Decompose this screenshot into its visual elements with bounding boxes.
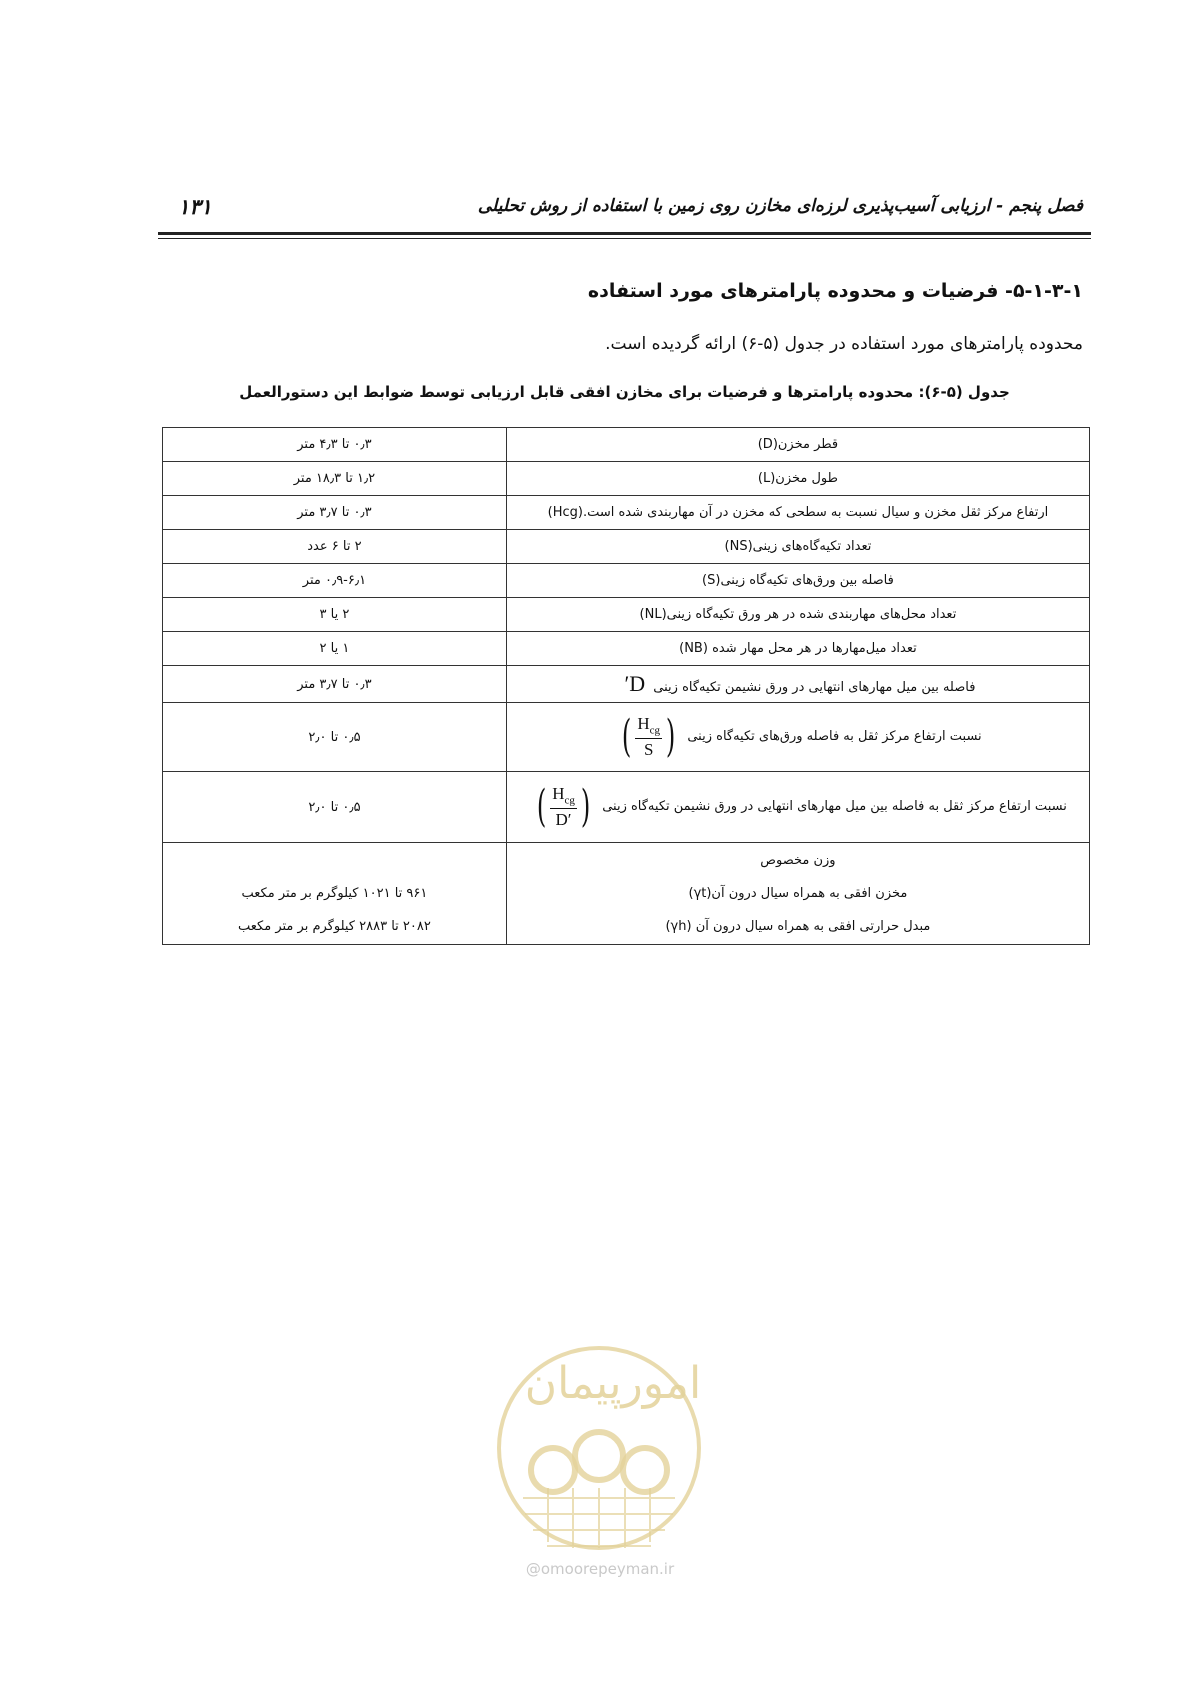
fraction xyxy=(635,714,662,759)
param-cell: قطر مخزن(D) xyxy=(506,428,1089,462)
table-row xyxy=(163,703,1090,772)
table-row xyxy=(163,462,1090,496)
table-row xyxy=(163,772,1090,843)
chapter-header-title: فصل پنجم - ارزیابی آسیب‌پذیری لرزه‌ای مخازن روی زمین با استفاده از روش تحلیلی xyxy=(477,196,1083,216)
param-cell: فاصله بین ورق‌های تکیه‌گاه زینی(S) xyxy=(506,564,1089,598)
fraction xyxy=(550,784,577,829)
range-cell: ۱٫۲ تا ۱۸٫۳ متر xyxy=(163,462,507,496)
param-text: نسبت ارتفاع مرکز ثقل به فاصله ورق‌های تکیه‌گاه زینی xyxy=(687,729,982,745)
header-rule-thin xyxy=(158,238,1091,239)
param-cell: طول مخزن(L) xyxy=(506,462,1089,496)
header-rule xyxy=(158,232,1091,235)
weight-item-label: مخزن افقی به همراه سیال درون آن(γt) xyxy=(688,886,908,901)
left-paren: ( xyxy=(622,710,632,762)
weight-item-range: ۹۶۱ تا ۱۰۲۱ کیلوگرم بر متر مکعب xyxy=(241,886,428,901)
range-cell: ۰٫۵ تا ۲٫۰ xyxy=(163,772,507,843)
d-prime-symbol: D′ xyxy=(624,671,646,696)
right-paren: ) xyxy=(580,780,591,832)
watermark-url: @omoorepeyman.ir xyxy=(525,1560,675,1578)
table-caption: جدول (۵-۶): محدوده پارامترها و فرضیات برای مخازن افقی قابل ارزیابی توسط ضوابط این دستورالعمل xyxy=(239,383,1010,401)
range-cell xyxy=(163,843,507,945)
range-cell: ۲ تا ۶ عدد xyxy=(163,530,507,564)
table-row xyxy=(163,428,1090,462)
param-cell xyxy=(506,703,1089,772)
table-row xyxy=(163,843,1090,945)
fraction-numerator: $H_{cg}$ xyxy=(637,714,661,737)
param-cell xyxy=(506,843,1089,945)
weight-title: وزن مخصوص xyxy=(760,853,836,868)
table-row xyxy=(163,564,1090,598)
fraction-denominator: D′ xyxy=(555,809,572,829)
range-cell: ۰٫۳ تا ۳٫۷ متر xyxy=(163,666,507,703)
table-row xyxy=(163,598,1090,632)
table-row xyxy=(163,496,1090,530)
range-cell: ۰٫۳ تا ۴٫۳ متر xyxy=(163,428,507,462)
range-cell: ۰٫۹-۶٫۱ متر xyxy=(163,564,507,598)
range-cell: ۰٫۵ تا ۲٫۰ xyxy=(163,703,507,772)
range-cell: ۱ یا ۲ xyxy=(163,632,507,666)
range-cell: ۲ یا ۳ xyxy=(163,598,507,632)
param-cell: تعداد تکیه‌گاه‌های زینی(NS) xyxy=(506,530,1089,564)
left-paren: ( xyxy=(536,780,547,832)
table-row xyxy=(163,632,1090,666)
weight-item-label: مبدل حرارتی افقی به همراه سیال درون آن (γh) xyxy=(665,919,931,934)
fraction-formula xyxy=(533,780,594,832)
weight-item-range: ۲۰۸۲ تا ۲۸۸۳ کیلوگرم بر متر مکعب xyxy=(238,919,431,934)
parameters-table xyxy=(162,427,1090,945)
param-cell: ارتفاع مرکز ثقل مخزن و سیال نسبت به سطحی که مخزن در آن مهاربندی شده است.(Hcg) xyxy=(506,496,1089,530)
param-cell: تعداد میل‌مهارها در هر محل مهار شده (NB) xyxy=(506,632,1089,666)
range-cell: ۰٫۳ تا ۳٫۷ متر xyxy=(163,496,507,530)
weight-spacer xyxy=(169,844,500,877)
fraction-formula xyxy=(618,710,679,762)
param-cell xyxy=(506,666,1089,703)
param-text: فاصله بین میل مهارهای انتهایی در ورق نشیمن تکیه‌گاه زینی xyxy=(653,680,976,695)
param-text: نسبت ارتفاع مرکز ثقل به فاصله بین میل مهارهای انتهایی در ورق نشیمن تکیه‌گاه زینی xyxy=(602,799,1067,815)
logo-calligraphy: امورپیمان xyxy=(524,1358,702,1409)
right-paren: ) xyxy=(665,710,676,762)
param-cell xyxy=(506,772,1089,843)
fraction-denominator: S xyxy=(643,739,654,759)
section-heading: ۵-۱-۳-۱- فرضیات و محدوده پارامترهای مورد استفاده xyxy=(587,280,1083,302)
page-number: ۱۳۱ xyxy=(178,194,212,219)
fraction-numerator: $H_{cg}$ xyxy=(552,784,575,807)
intro-paragraph: محدوده پارامترهای مورد استفاده در جدول (۵-۶) ارائه گردیده است. xyxy=(605,334,1083,354)
table-row xyxy=(163,530,1090,564)
table-row xyxy=(163,666,1090,703)
param-cell: تعداد محل‌های مهاربندی شده در هر ورق تکیه‌گاه زینی(NL) xyxy=(506,598,1089,632)
